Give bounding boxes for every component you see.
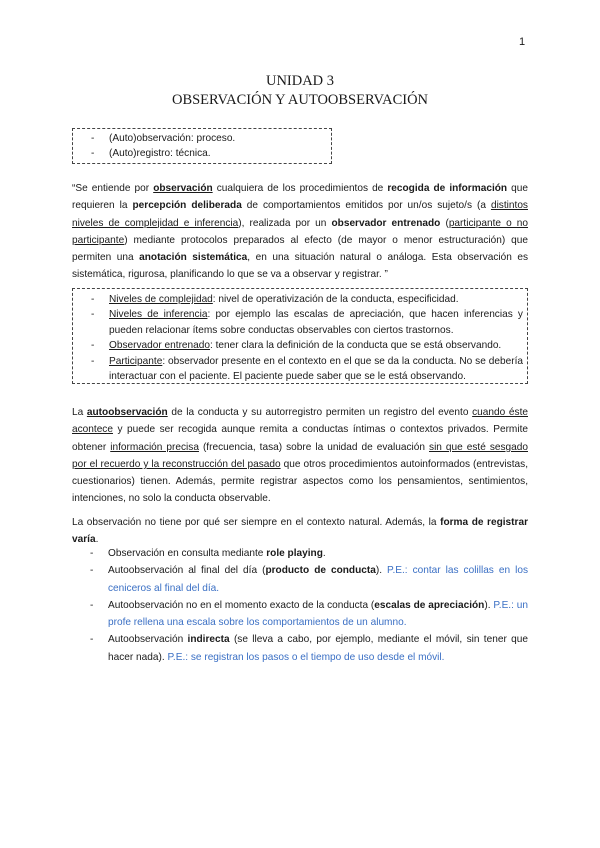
registration-methods-list	[72, 545, 528, 666]
example-text: P.E.: contar las colillas en los ceniceros al final del día.	[108, 565, 528, 594]
list-item: - Autoobservación indirecta (se lleva a cabo, por ejemplo, mediante el móvil, sin tener que hacer nada). P.E.: se registran los pasos o el tiempo de uso desde el móvil.	[90, 634, 528, 663]
natural-context-paragraph: La observación no tiene por qué ser siempre en el contexto natural. Además, la forma de registrar varía.	[72, 517, 529, 546]
list-item: - (Auto)observación: proceso.	[91, 133, 236, 144]
example-text: P.E.: se registran los pasos o el tiempo de uso desde el móvil.	[167, 651, 445, 663]
list-item-text: (Auto)registro: técnica.	[109, 148, 211, 160]
list-item: - Observación en consulta mediante role playing.	[90, 548, 326, 559]
page-title	[0, 72, 600, 110]
definitions-box	[72, 288, 528, 384]
list-item: - Autoobservación no en el momento exacto de la conducta (escalas de apreciación). P.E.: un profe rellena una escala sobre los comportamientos de un alumno.	[90, 599, 528, 629]
unit-subheading: OBSERVACIÓN Y AUTOOBSERVACIÓN	[171, 92, 429, 108]
definition-quote: “Se entiende por observación cualquiera de los procedimientos de recogida de información que requieren la percepción deliberada de comportamientos emitidos por un/os sujeto/s (a distintos niveles de complejidad e inferencia), realizada por un observador entrenado (participante o no participante) mediante protocolos preparados al efecto (de mayor o menor estructuración) que permiten una anotación sistemática, en una situación natural o análoga. Esta observación es sistemática, rigurosa, planificando lo que se va a observar y registrar. ”	[72, 183, 529, 281]
list-item: - Observador entrenado: tener clara la definición de la conducta que se está observando.	[91, 340, 502, 352]
list-item: - Niveles de complejidad: nivel de operativización de la conducta, especificidad.	[91, 294, 459, 305]
list-item: - Participante: observador presente en el contexto en el que se da la conducta. No se debería interactuar con el paciente. El paciente puede saber que se le está observando.	[91, 355, 523, 383]
list-item: - Autoobservación al final del día (producto de conducta). P.E.: contar las colillas en los ceniceros al final del día.	[90, 565, 528, 594]
concept-box	[72, 128, 332, 164]
autoobservation-paragraph: La autoobservación de la conducta y su autorregistro permiten un registro del evento cuando éste acontece y puede ser recogida aunque remita a conductas íntimas o contextos privados. Permite obtener información precisa (frecuencia, tasa) sobre la unidad de evaluación sin que esté sesgado por el recuerdo y la reconstrucción del pasado que otros procedimientos autoinformados (entrevistas, cuestionarios) tienen. Además, permite registrar aspectos como los pensamientos, sentimientos, intenciones, no solo la conducta observable.	[72, 407, 528, 505]
list-item: - (Auto)registro: técnica.	[91, 148, 211, 160]
list-item: - Niveles de inferencia: por ejemplo las escalas de apreciación, que hacen inferencias y pueden relacionar ítems sobre conductas observables con ciertos trastornos.	[91, 309, 523, 336]
example-text: P.E.: un profe rellena una escala sobre los comportamientos de un alumno.	[108, 599, 528, 629]
page-number: 1	[519, 36, 526, 48]
list-item-text: (Auto)observación: proceso.	[109, 133, 236, 144]
unit-heading: UNIDAD 3	[265, 73, 335, 89]
